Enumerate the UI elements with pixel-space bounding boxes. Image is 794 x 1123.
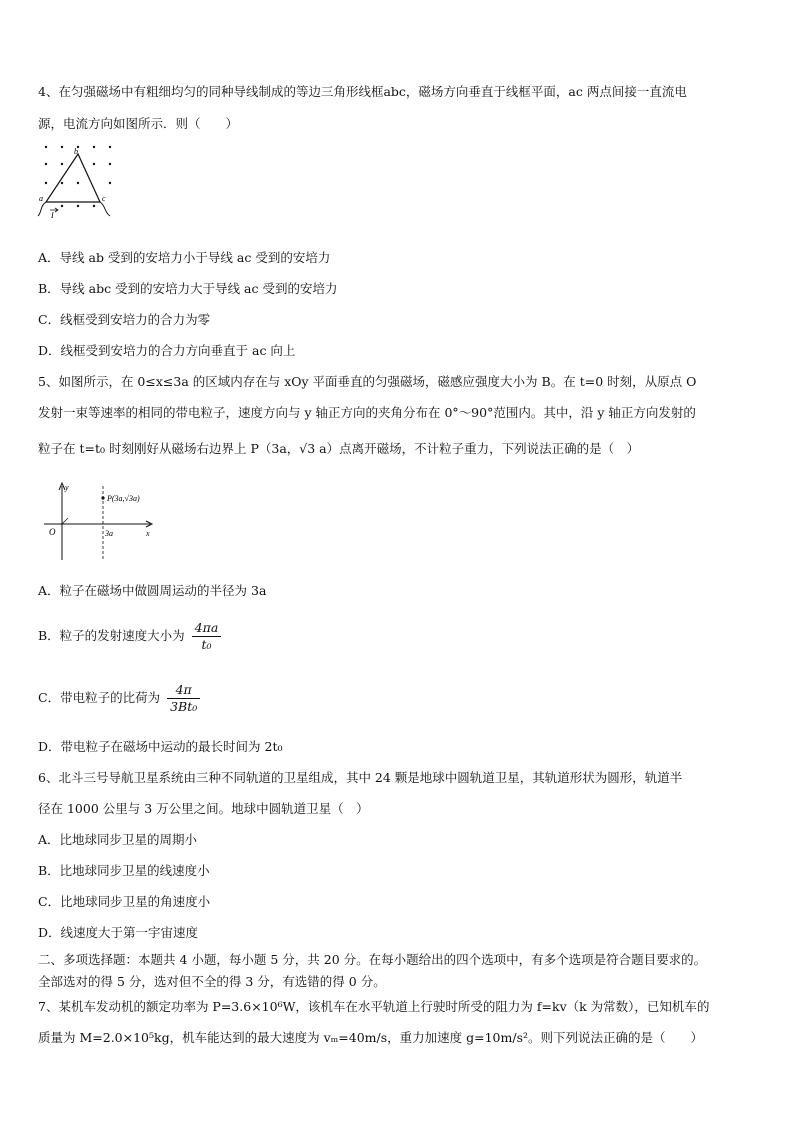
q5-option-b [38, 620, 760, 653]
q4-stem-line1: 4、在匀强磁场中有粗细均匀的同种导线制成的等边三角形线框abc，磁场方向垂直于线框平面，ac 两点间接一直流电 [38, 84, 687, 99]
section2-instructions-line1: 二、多项选择题：本题共 4 小题，每小题 5 分，共 20 分。在每小题给出的四个选项中，有多个选项是符合题目要求的。 [38, 952, 707, 967]
q4-option-b: B．导线 abc 受到的安培力大于导线 ac 受到的安培力 [38, 281, 338, 296]
tick-3a-label: 3a [105, 529, 113, 538]
q7-stem-line1: 7、某机车发动机的额定功率为 P=3.6×10⁶W，该机车在水平轨道上行驶时所受的阻力为 f=kv（k 为常数），已知机车的 [38, 999, 710, 1014]
q5-option-b-fraction [192, 620, 222, 653]
q5-option-c-text: C．带电粒子的比荷为 [38, 690, 161, 705]
q5-option-d: D．带电粒子在磁场中运动的最长时间为 2t₀ [38, 739, 283, 754]
q6-option-a: A．比地球同步卫星的周期小 [38, 832, 198, 847]
q6-option-d: D．线速度大于第一宇宙速度 [38, 925, 199, 940]
fraction-denominator: 3Bt₀ [170, 699, 198, 714]
fraction-numerator: 4π [167, 682, 200, 699]
label-I: I [51, 211, 54, 220]
fraction-denominator: t₀ [201, 637, 212, 652]
fraction-numerator: 4πa [192, 620, 222, 637]
label-a: a [39, 194, 43, 203]
q6-stem-line2: 径在 1000 公里与 3 万公里之间。地球中圆轨道卫星（ ） [38, 801, 369, 816]
q6-stem-line1: 6、北斗三号导航卫星系统由三种不同轨道的卫星组成，其中 24 颗是地球中圆轨道卫星，其轨道形状为圆形，轨道半 [38, 770, 683, 785]
q4-stem-line2: 源，电流方向如图所示．则（ ） [38, 116, 239, 131]
q4-option-d: D．线框受到安培力的合力方向垂直于 ac 向上 [38, 343, 296, 358]
label-b: b [74, 147, 78, 156]
q5-coordinate-figure [40, 480, 170, 564]
label-c: c [102, 194, 106, 203]
q4-triangle-figure [32, 138, 116, 224]
axis-y-label: y [65, 483, 69, 492]
axis-x-label: x [146, 529, 150, 538]
q5-stem-line1: 5、如图所示，在 0≤x≤3a 的区域内存在与 xOy 平面垂直的匀强磁场，磁感应强度大小为 B。在 t=0 时刻，从原点 O [38, 374, 697, 389]
q5-option-c [38, 682, 760, 715]
q6-option-c: C．比地球同步卫星的角速度小 [38, 894, 211, 909]
q5-stem-line3: 粒子在 t=t₀ 时刻刚好从磁场右边界上 P（3a，√3 a）点离开磁场，不计粒子重力，下列说法正确的是（ ） [38, 441, 640, 456]
section2-instructions-line2: 全部选对的得 5 分，选对但不全的得 3 分，有选错的得 0 分。 [38, 974, 386, 989]
q5-option-c-fraction [167, 682, 200, 715]
q4-option-a: A．导线 ab 受到的安培力小于导线 ac 受到的安培力 [38, 250, 331, 265]
q6-option-b: B．比地球同步卫星的线速度小 [38, 863, 210, 878]
origin-label: O [49, 527, 56, 537]
q5-option-a: A．粒子在磁场中做圆周运动的半径为 3a [38, 583, 267, 598]
q5-stem-line2: 发射一束等速率的相同的带电粒子，速度方向与 y 轴正方向的夹角分布在 0°～90°范围内。其中，沿 y 轴正方向发射的 [38, 405, 696, 420]
point-p-label: P(3a,√3a) [107, 494, 140, 503]
q5-option-b-text: B．粒子的发射速度大小为 [38, 628, 185, 643]
q7-stem-line2: 质量为 M=2.0×10⁵kg，机车能达到的最大速度为 vₘ=40m/s，重力加速度 g=10m/s²。则下列说法正确的是（ ） [38, 1030, 703, 1045]
q4-option-c: C．线框受到安培力的合力为零 [38, 312, 211, 327]
